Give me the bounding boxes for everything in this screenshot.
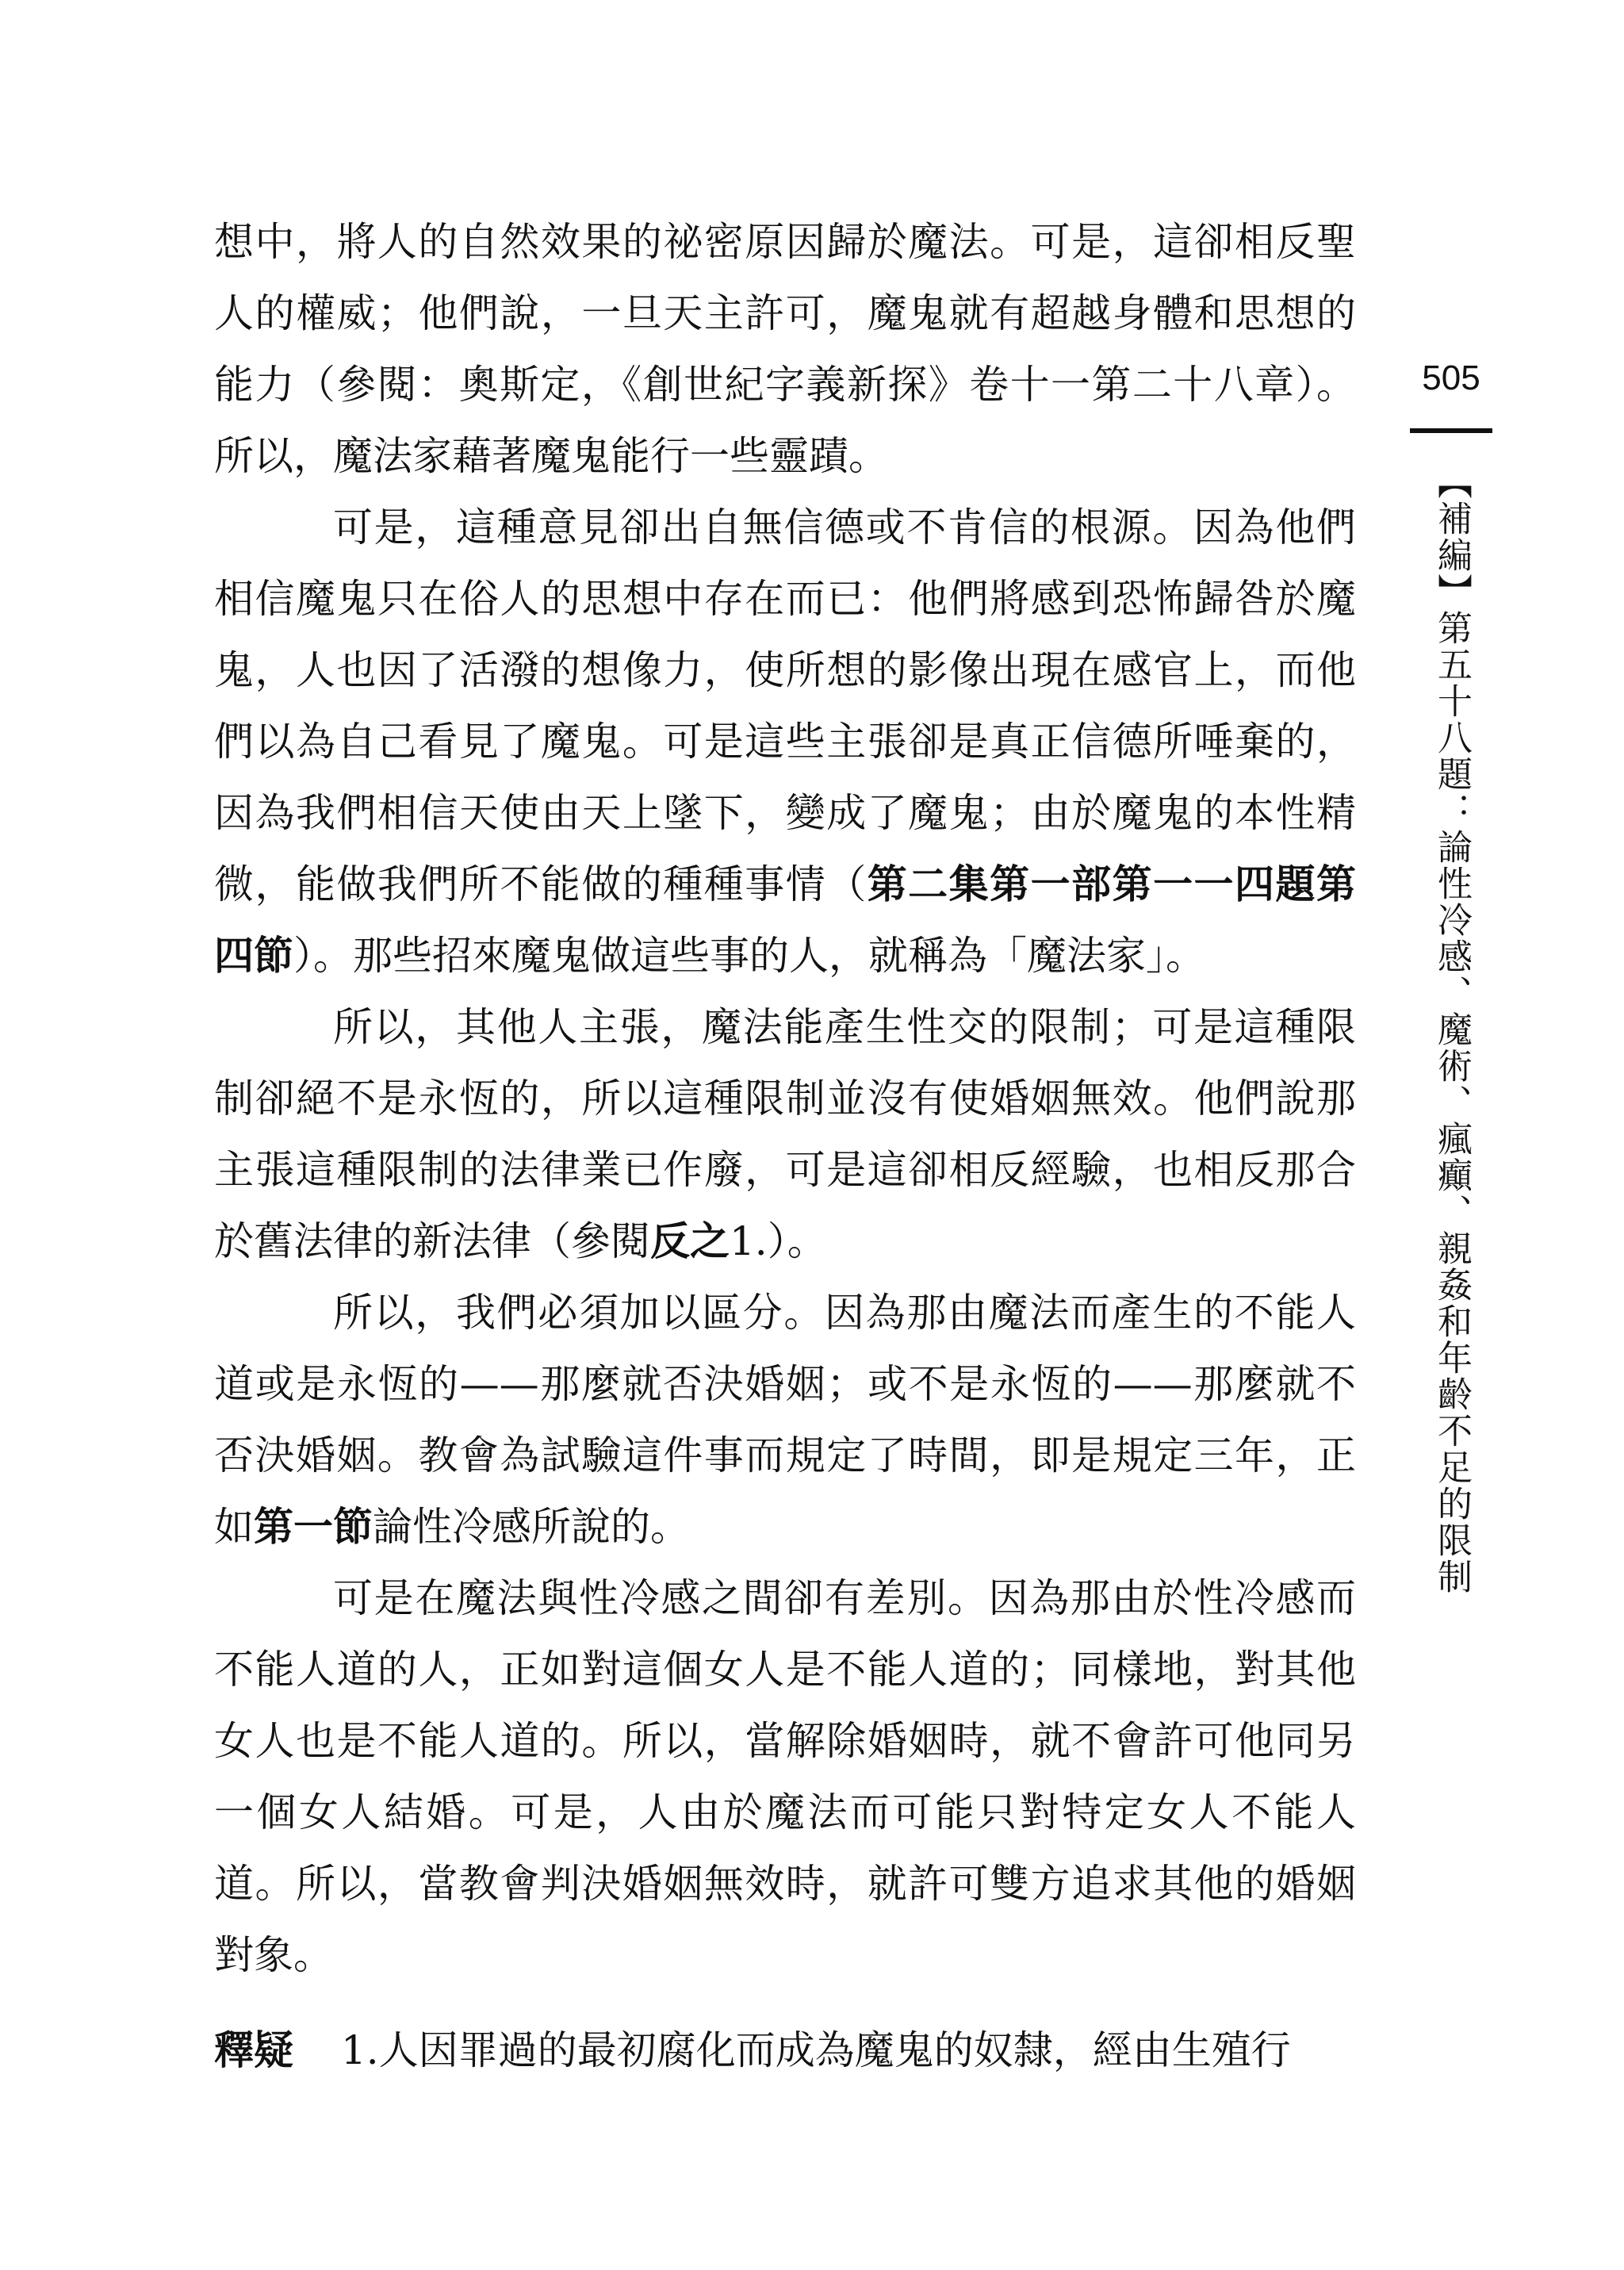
page-number: 505 bbox=[1422, 359, 1480, 397]
reply-label: 釋疑 bbox=[214, 2027, 293, 2073]
running-head: 【補編】第五十八題：論性冷感、魔術、瘋癲、親姦和年齡不足的限制 bbox=[1431, 464, 1472, 1595]
text-run: 所以，其他人主張，魔法能產生性交的限制；可是這種限制卻絕不是永恆的，所以這種限制並沒有使婚姻無效。他們說那主張這種限制的法律業已作廢，可是這卻相反經驗，也相反那合於舊法律的新法律（參閱 bbox=[214, 1004, 1356, 1264]
text-run: 1.）。 bbox=[730, 1218, 827, 1264]
body-text bbox=[214, 206, 1356, 1991]
paragraph-3 bbox=[214, 991, 1356, 1277]
objection-reply bbox=[214, 2015, 1356, 2086]
text-run: 想中，將人的自然效果的祕密原因歸於魔法。可是，這卻相反聖人的權威；他們說，一旦天主許可，魔鬼就有超越身體和思想的能力（參閱：奧斯定，《創世紀字義新探》卷十一第二十八章）。所以，魔法家藉著魔鬼能行一些靈蹟。 bbox=[214, 219, 1356, 479]
paragraph-5 bbox=[214, 1563, 1356, 1991]
paragraph-1 bbox=[214, 206, 1356, 492]
paragraph-4 bbox=[214, 1277, 1356, 1563]
reference-bold: 反之 bbox=[650, 1218, 730, 1264]
text-run: 可是，這種意見卻出自無信德或不肯信的根源。因為他們相信魔鬼只在俗人的思想中存在而已：他們將感到恐怖歸咎於魔鬼，人也因了活潑的想像力，使所想的影像出現在感官上，而他們以為自己看見了魔鬼。可是這些主張卻是真正信德所唾棄的，因為我們相信天使由天上墜下，變成了魔鬼；由於魔鬼的本性精微，能做我們所不能做的種種事情（ bbox=[214, 504, 1356, 907]
reference-bold: 第二集第一部第一一四題第四節 bbox=[214, 861, 1356, 979]
paragraph-2 bbox=[214, 492, 1356, 991]
text-run: 可是在魔法與性冷感之間卻有差別。因為那由於性冷感而不能人道的人，正如對這個女人是不能人道的；同樣地，對其他女人也是不能人道的。所以，當解除婚姻時，就不會許可他同另一個女人結婚。可是，人由於魔法而可能只對特定女人不能人道。所以，當教會判決婚姻無效時，就許可雙方追求其他的婚姻對象。 bbox=[214, 1575, 1356, 1978]
text-run: 論性冷感所說的。 bbox=[373, 1504, 690, 1550]
text-run: ）。那些招來魔鬼做這些事的人，就稱為「魔法家」。 bbox=[293, 933, 1205, 979]
reply-text: 1.人因罪過的最初腐化而成為魔鬼的奴隸，經由生殖行 bbox=[341, 2027, 1291, 2073]
reference-bold: 第一節 bbox=[254, 1504, 373, 1550]
header-rule bbox=[1410, 428, 1492, 433]
text-run: 所以，我們必須加以區分。因為那由魔法而產生的不能人道或是永恆的——那麼就否決婚姻；或不是永恆的——那麼就不否決婚姻。教會為試驗這件事而規定了時間，即是規定三年，正如 bbox=[214, 1290, 1356, 1550]
